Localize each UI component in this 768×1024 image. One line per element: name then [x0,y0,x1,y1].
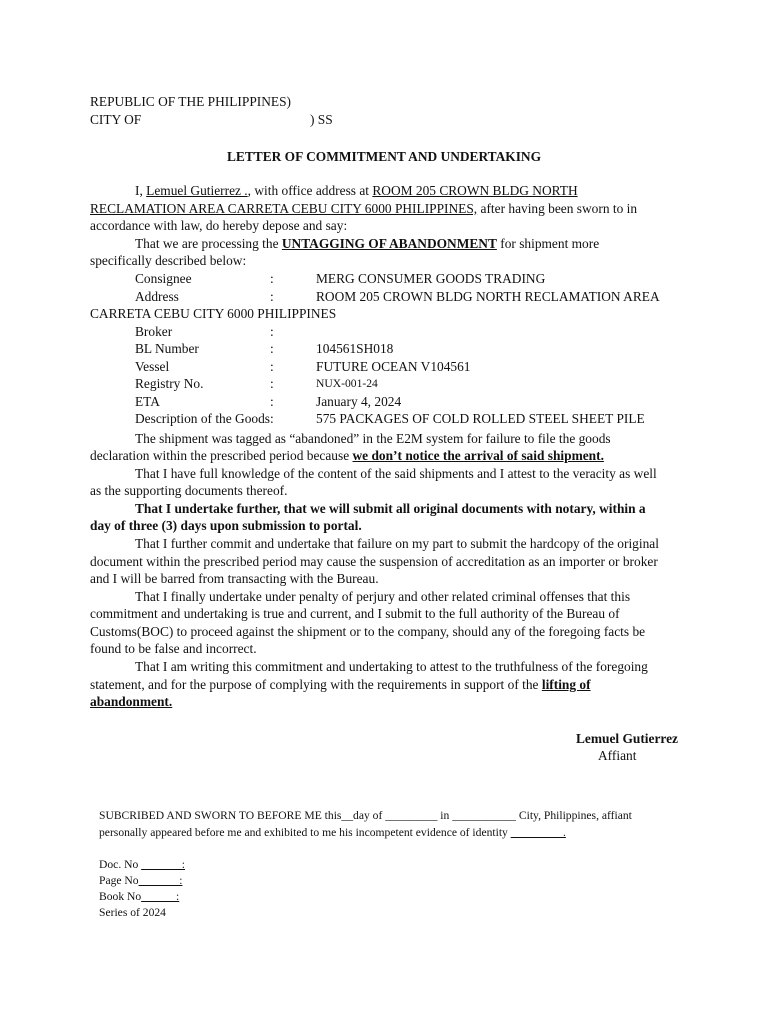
consignee-value: MERG CONSUMER GOODS TRADING [316,271,546,286]
further-line-3: and I will be barred from transacting with the Bureau. [90,571,379,586]
office-address-part-1: ROOM 205 CROWN BLDG NORTH [372,183,578,198]
processing-suffix: for shipment more [496,236,600,251]
book-no [99,889,179,905]
page-no-label: Page No [99,874,139,887]
finally-line-1: That I finally undertake under penalty of perjury and other related criminal offenses that this [135,589,631,604]
city-ss: ) SS [310,112,333,127]
republic-line: REPUBLIC OF THE PHILIPPINES) [90,94,292,109]
further-line-2: document within the prescribed period may cause the suspension of accreditation as an importer or broker [90,554,658,569]
book-no-blank: ______: [141,890,180,903]
broker-colon: : [270,324,274,339]
vessel-colon: : [270,359,274,374]
page-no-blank: _______: [138,874,183,887]
processing-prefix: That we are processing the [135,236,282,251]
intro-prefix: I, [135,183,147,198]
lifting-emphasis: lifting of [541,677,591,692]
goods-label: Description of the Goods: [135,411,274,426]
document-title: LETTER OF COMMITMENT AND UNDERTAKING [227,149,541,164]
untagging-emphasis: UNTAGGING OF ABANDONMENT [281,236,497,251]
eta-colon: : [270,394,274,409]
eta-value: January 4, 2024 [316,394,402,409]
knowledge-line-1: That I have full knowledge of the content of the said shipments and I attest to the veracity as well [135,466,657,481]
identity-blank: _________. [510,826,566,839]
finally-line-4: found to be false and incorrect. [90,641,257,656]
goods-value: 575 PACKAGES OF COLD ROLLED STEEL SHEET PILE [316,411,645,426]
vessel-value: FUTURE OCEAN V104561 [316,359,471,374]
consignee-colon: : [270,271,274,286]
registry-value: NUX-001-24 [316,377,378,390]
address-value-1: ROOM 205 CROWN BLDG NORTH RECLAMATION AREA [316,289,660,304]
signature-name: Lemuel Gutierrez [575,731,678,746]
jurat-prefix: personally appeared before me and exhibited to me his incompetent evidence of identity [99,826,511,839]
jurat-line-1: SUBCRIBED AND SWORN TO BEFORE ME this__day of _________ in ___________ City, Philippines, affiant [99,809,632,822]
vessel-label: Vessel [135,359,170,374]
tagged-line-2 [90,447,604,464]
bl-number-colon: : [270,341,274,356]
intro-sworn: after having been sworn to in [477,201,638,216]
tagged-line-1: The shipment was tagged as “abandoned” in the E2M system for failure to file the goods [135,431,611,446]
intro-line-3: accordance with law, do hereby depose and say: [90,218,348,233]
broker-label: Broker [135,324,173,339]
bl-number-label: BL Number [135,341,199,356]
consignee-label: Consignee [135,271,192,286]
bl-number-value: 104561SH018 [316,341,394,356]
book-no-label: Book No [99,890,142,903]
city-label: CITY OF [90,112,142,127]
page-no [99,873,182,889]
further-line-1: That I further commit and undertake that failure on my part to submit the hardcopy of the original [135,536,659,551]
doc-no-blank: _______: [141,858,185,871]
series-line: Series of 2024 [99,906,166,919]
writing-prefix: statement, and for the purpose of complying with the requirements in support of the [90,677,542,692]
processing-line-2: specifically described below: [90,253,247,268]
signature-role: Affiant [598,748,637,763]
arrival-emphasis: we don’t notice the arrival of said shipment. [352,448,604,463]
registry-label: Registry No. [135,376,204,391]
finally-line-2: commitment and undertaking is true and current, and I submit to the full authority of the Bureau of [90,606,620,621]
doc-no [99,857,185,873]
jurat-line-2 [99,825,566,841]
undertake-line-1: That I undertake further, that we will submit all original documents with notary, within a [135,501,646,516]
knowledge-line-2: as the supporting documents thereof. [90,483,288,498]
processing-line-1 [135,235,599,252]
writing-line-3: abandonment. [90,694,173,709]
registry-colon: : [270,376,274,391]
undertake-line-2: day of three (3) days upon submission to portal. [90,518,362,533]
address-value-2: CARRETA CEBU CITY 6000 PHILIPPINES [90,306,337,321]
eta-label: ETA [135,394,160,409]
office-address-part-2: RECLAMATION AREA CARRETA CEBU CITY 6000 PHILIPPINES, [90,201,478,216]
intro-mid: , with office address at [247,183,373,198]
intro-line-2 [90,200,637,217]
affiant-name-inline: Lemuel Gutierrez . [146,183,248,198]
writing-line-1: That I am writing this commitment and undertaking to attest to the truthfulness of the foregoing [135,659,648,674]
intro-line-1 [135,182,578,199]
address-colon: : [270,289,274,304]
writing-line-2 [90,676,591,693]
tagged-prefix: declaration within the prescribed period because [90,448,353,463]
address-label: Address [135,289,179,304]
doc-no-label: Doc. No [99,858,142,871]
finally-line-3: Customs(BOC) to proceed against the shipment or to the company, should any of the foregoing facts be [90,624,646,639]
